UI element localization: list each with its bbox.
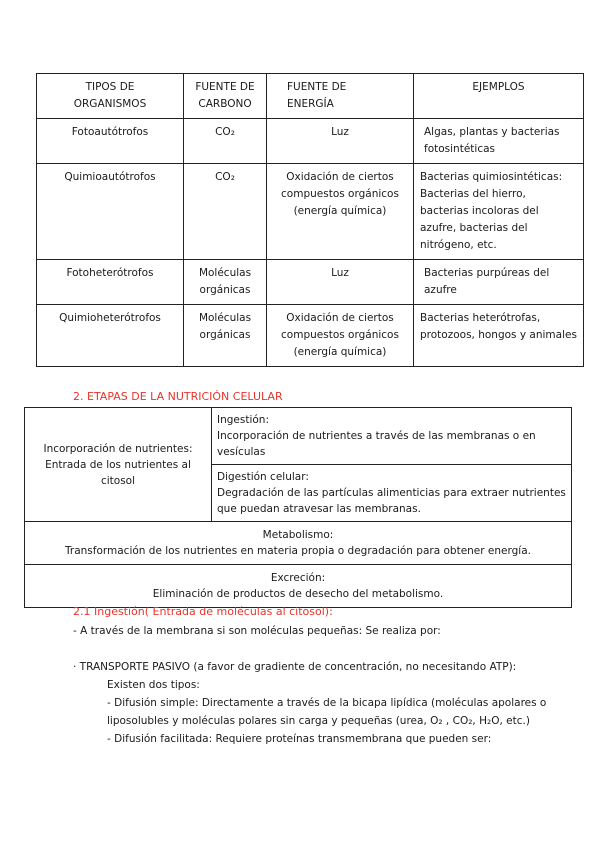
- stage-title: Digestión celular:: [217, 471, 309, 483]
- energy-source: Luz: [267, 260, 414, 305]
- table-row: [37, 164, 584, 260]
- body-line: - A través de la membrana si son moléculas pequeñas: Se realiza por:: [73, 625, 441, 637]
- stage-description: Eliminación de productos de desecho del metabolismo.: [152, 588, 444, 600]
- header-text: EJEMPLOS: [472, 81, 525, 93]
- carbon-source: Moléculas orgánicas: [184, 305, 267, 367]
- table-header-row: [37, 74, 584, 119]
- stage-title: Excreción:: [270, 572, 326, 584]
- stage-title: Ingestión:: [217, 414, 269, 426]
- body-line: - Difusión facilitada: Requiere proteínas transmembrana que pueden ser:: [107, 733, 492, 745]
- incorporation-cell: [25, 408, 212, 522]
- stage-description: Degradación de las partículas alimenticias para extraer nutrientes que puedan atravesar las membranas.: [217, 487, 566, 515]
- carbon-source: CO₂: [184, 119, 267, 164]
- organism-type: Fotoheterótrofos: [37, 260, 184, 305]
- table-row: [37, 260, 584, 305]
- examples: Bacterias quimiosintéticas: Bacterias del hierro, bacterias incoloras del azufre, bacterias del nitrógeno, etc.: [414, 164, 584, 260]
- stage-row: [25, 522, 572, 565]
- organisms-table: [36, 73, 584, 367]
- examples: Algas, plantas y bacterias fotosintéticas: [414, 119, 584, 164]
- header-carbono: [184, 74, 267, 119]
- stage-description: Entrada de los nutrientes al citosol: [45, 458, 191, 487]
- energy-source: Oxidación de ciertos compuestos orgánicos (energía química): [267, 305, 414, 367]
- carbon-source: Moléculas orgánicas: [184, 260, 267, 305]
- table-row: [37, 305, 584, 367]
- table-row: [37, 119, 584, 164]
- header-text: FUENTE DE: [287, 81, 347, 93]
- stage-row: [25, 408, 572, 465]
- energy-source: Luz: [267, 119, 414, 164]
- organism-type: Fotoautótrofos: [37, 119, 184, 164]
- metabolism-cell: [25, 522, 572, 565]
- organism-type: Quimioheterótrofos: [37, 305, 184, 367]
- subsection-title: 2.1 Ingestión( Entrada de moléculas al citosol):: [73, 605, 333, 618]
- header-ejemplos: [414, 74, 584, 119]
- header-text: TIPOS DE: [85, 81, 135, 93]
- header-energia: [267, 74, 414, 119]
- nutrition-stages-table: [24, 407, 572, 608]
- body-line: · TRANSPORTE PASIVO (a favor de gradiente de concentración, no necesitando ATP):: [73, 661, 517, 673]
- header-tipos: [37, 74, 184, 119]
- stage-description: Transformación de los nutrientes en materia propia o degradación para obtener energía.: [65, 545, 531, 557]
- stage-title: Metabolismo:: [262, 529, 334, 541]
- excretion-cell: [25, 565, 572, 608]
- digestion-cell: [212, 465, 572, 522]
- stage-row: [25, 565, 572, 608]
- header-text: ENERGÍA: [287, 98, 334, 110]
- examples: Bacterias purpúreas del azufre: [414, 260, 584, 305]
- stage-title: Incorporación de nutrientes:: [43, 442, 193, 455]
- header-text: ORGANISMOS: [73, 98, 147, 110]
- body-line: Existen dos tipos:: [107, 679, 200, 691]
- body-line: liposolubles y moléculas polares sin carga y pequeñas (urea, O₂ , CO₂, H₂O, etc.): [107, 715, 530, 727]
- section-title: 2. ETAPAS DE LA NUTRICIÓN CELULAR: [73, 390, 283, 403]
- header-text: CARBONO: [198, 98, 252, 110]
- organism-type: Quimioautótrofos: [37, 164, 184, 260]
- stage-description: Incorporación de nutrientes a través de las membranas o en vesículas: [217, 430, 536, 458]
- body-line: - Difusión simple: Directamente a través de la bicapa lipídica (moléculas apolares o: [107, 697, 547, 709]
- energy-source: Oxidación de ciertos compuestos orgánicos (energía química): [267, 164, 414, 260]
- header-text: FUENTE DE: [195, 81, 255, 93]
- examples: Bacterias heterótrofas, protozoos, hongos y animales: [414, 305, 584, 367]
- carbon-source: CO₂: [184, 164, 267, 260]
- ingestion-cell: [212, 408, 572, 465]
